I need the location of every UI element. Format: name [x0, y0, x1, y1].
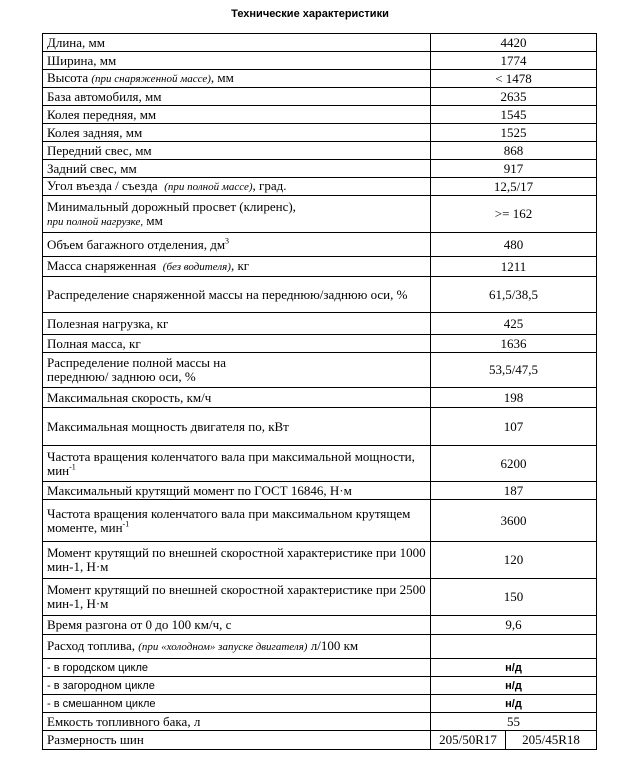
table-row — [43, 695, 597, 713]
spec-label: Колея задняя, мм — [43, 124, 431, 142]
spec-label — [43, 70, 431, 88]
spec-value: н/д — [431, 695, 597, 713]
spec-value: 1525 — [431, 124, 597, 142]
spec-label: Время разгона от 0 до 100 км/ч, с — [43, 616, 431, 635]
table-row — [43, 178, 597, 196]
spec-label: Колея передняя, мм — [43, 106, 431, 124]
spec-value: 198 — [431, 388, 597, 408]
spec-label-text: переднюю/ заднюю оси, % — [47, 369, 196, 384]
spec-value: < 1478 — [431, 70, 597, 88]
table-row — [43, 713, 597, 731]
spec-value: 107 — [431, 408, 597, 446]
spec-value: 1636 — [431, 335, 597, 353]
spec-label: Распределение снаряженной массы на переднюю/заднюю оси, % — [43, 277, 431, 313]
table-row — [43, 353, 597, 388]
spec-value: 425 — [431, 313, 597, 335]
spec-label-text: Частота вращения коленчатого вала при максимальном крутящем моменте, мин — [47, 505, 411, 535]
spec-value: 12,5/17 — [431, 178, 597, 196]
spec-label-text: Частота вращения коленчатого вала при максимальной мощности, мин — [47, 448, 415, 478]
spec-unit: , кг — [230, 258, 250, 273]
spec-value: 55 — [431, 713, 597, 731]
spec-label — [43, 500, 431, 542]
table-row — [43, 659, 597, 677]
spec-label — [43, 353, 431, 388]
table-row — [43, 731, 597, 750]
spec-label — [43, 178, 431, 196]
table-row — [43, 233, 597, 257]
spec-note: (при полной массе) — [164, 181, 253, 193]
spec-label: Полная масса, кг — [43, 335, 431, 353]
table-row — [43, 70, 597, 88]
spec-label: - в загородном цикле — [43, 677, 431, 695]
table-row — [43, 277, 597, 313]
spec-note: при полной нагрузке, — [47, 215, 144, 228]
spec-label — [43, 233, 431, 257]
spec-value: н/д — [431, 677, 597, 695]
spec-value: 9,6 — [431, 616, 597, 635]
table-row — [43, 88, 597, 106]
spec-value: 205/50R17 — [431, 731, 506, 750]
table-row — [43, 124, 597, 142]
spec-label: База автомобиля, мм — [43, 88, 431, 106]
spec-label-text: Объем багажного отделения, дм — [47, 236, 226, 252]
spec-value: н/д — [431, 659, 597, 677]
spec-label-text: Угол въезда / съезда — [47, 178, 158, 193]
spec-label: - в смешанном цикле — [43, 695, 431, 713]
table-row — [43, 408, 597, 446]
page-title: Технические характеристики — [231, 8, 389, 20]
table-row — [43, 257, 597, 277]
table-row — [43, 388, 597, 408]
spec-label — [43, 196, 431, 233]
table-row — [43, 446, 597, 482]
spec-value: 61,5/38,5 — [431, 277, 597, 313]
table-row — [43, 52, 597, 70]
spec-label: Размерность шин — [43, 731, 431, 750]
spec-label — [43, 446, 431, 482]
spec-unit: мм — [143, 212, 163, 228]
spec-value: 120 — [431, 542, 597, 579]
spec-value: 917 — [431, 160, 597, 178]
spec-value: 150 — [431, 579, 597, 616]
spec-unit: , град. — [252, 178, 287, 193]
specifications-table — [42, 33, 597, 750]
spec-value: >= 162 — [431, 196, 597, 233]
spec-note: (при «холодном» запуске двигателя) — [138, 641, 308, 653]
spec-value: 1774 — [431, 52, 597, 70]
spec-value: 6200 — [431, 446, 597, 482]
table-row — [43, 635, 597, 659]
spec-unit: л/100 км — [307, 638, 359, 653]
spec-label: Максимальная мощность двигателя по, кВт — [43, 408, 431, 446]
spec-superscript: -1 — [122, 519, 130, 529]
table-row — [43, 677, 597, 695]
spec-label: - в городском цикле — [43, 659, 431, 677]
spec-label-text: Высота — [47, 70, 89, 85]
table-row — [43, 335, 597, 353]
spec-label: Полезная нагрузка, кг — [43, 313, 431, 335]
spec-value: 53,5/47,5 — [431, 353, 597, 388]
table-row — [43, 542, 597, 579]
table-row — [43, 313, 597, 335]
spec-label: Ширина, мм — [43, 52, 431, 70]
spec-value: 187 — [431, 482, 597, 500]
spec-superscript: 3 — [225, 236, 230, 246]
spec-value: 2635 — [431, 88, 597, 106]
spec-label — [43, 257, 431, 277]
table-row — [43, 482, 597, 500]
table-row — [43, 196, 597, 233]
spec-label-text: Распределение полной массы на — [47, 355, 226, 370]
spec-label: Момент крутящий по внешней скоростной характеристике при 1000 мин-1, Н·м — [43, 542, 431, 579]
spec-label-text: Минимальный дорожный просвет (клиренс), — [47, 198, 296, 214]
spec-value: 205/45R18 — [506, 731, 597, 750]
spec-value: 3600 — [431, 500, 597, 542]
spec-unit: , мм — [210, 70, 234, 85]
spec-label: Передний свес, мм — [43, 142, 431, 160]
table-row — [43, 160, 597, 178]
spec-value: 4420 — [431, 34, 597, 52]
spec-value: 1545 — [431, 106, 597, 124]
spec-label: Емкость топливного бака, л — [43, 713, 431, 731]
spec-label: Задний свес, мм — [43, 160, 431, 178]
table-row — [43, 106, 597, 124]
spec-value: 1211 — [431, 257, 597, 277]
spec-label-text: Расход топлива, — [47, 638, 135, 653]
spec-label: Максимальная скорость, км/ч — [43, 388, 431, 408]
spec-superscript: -1 — [69, 462, 76, 472]
spec-label — [43, 635, 431, 659]
table-row — [43, 500, 597, 542]
spec-label: Максимальный крутящий момент по ГОСТ 16846, Н·м — [43, 482, 431, 500]
spec-label: Момент крутящий по внешней скоростной характеристике при 2500 мин-1, Н·м — [43, 579, 431, 616]
table-row — [43, 616, 597, 635]
spec-label: Длина, мм — [43, 34, 431, 52]
spec-label-text: Масса снаряженная — [47, 258, 157, 273]
spec-value: 480 — [431, 233, 597, 257]
table-row — [43, 579, 597, 616]
spec-note: (при снаряженной массе) — [91, 73, 211, 85]
spec-value — [431, 635, 597, 659]
spec-note: (без водителя) — [162, 261, 231, 273]
table-row — [43, 34, 597, 52]
table-row — [43, 142, 597, 160]
spec-value: 868 — [431, 142, 597, 160]
